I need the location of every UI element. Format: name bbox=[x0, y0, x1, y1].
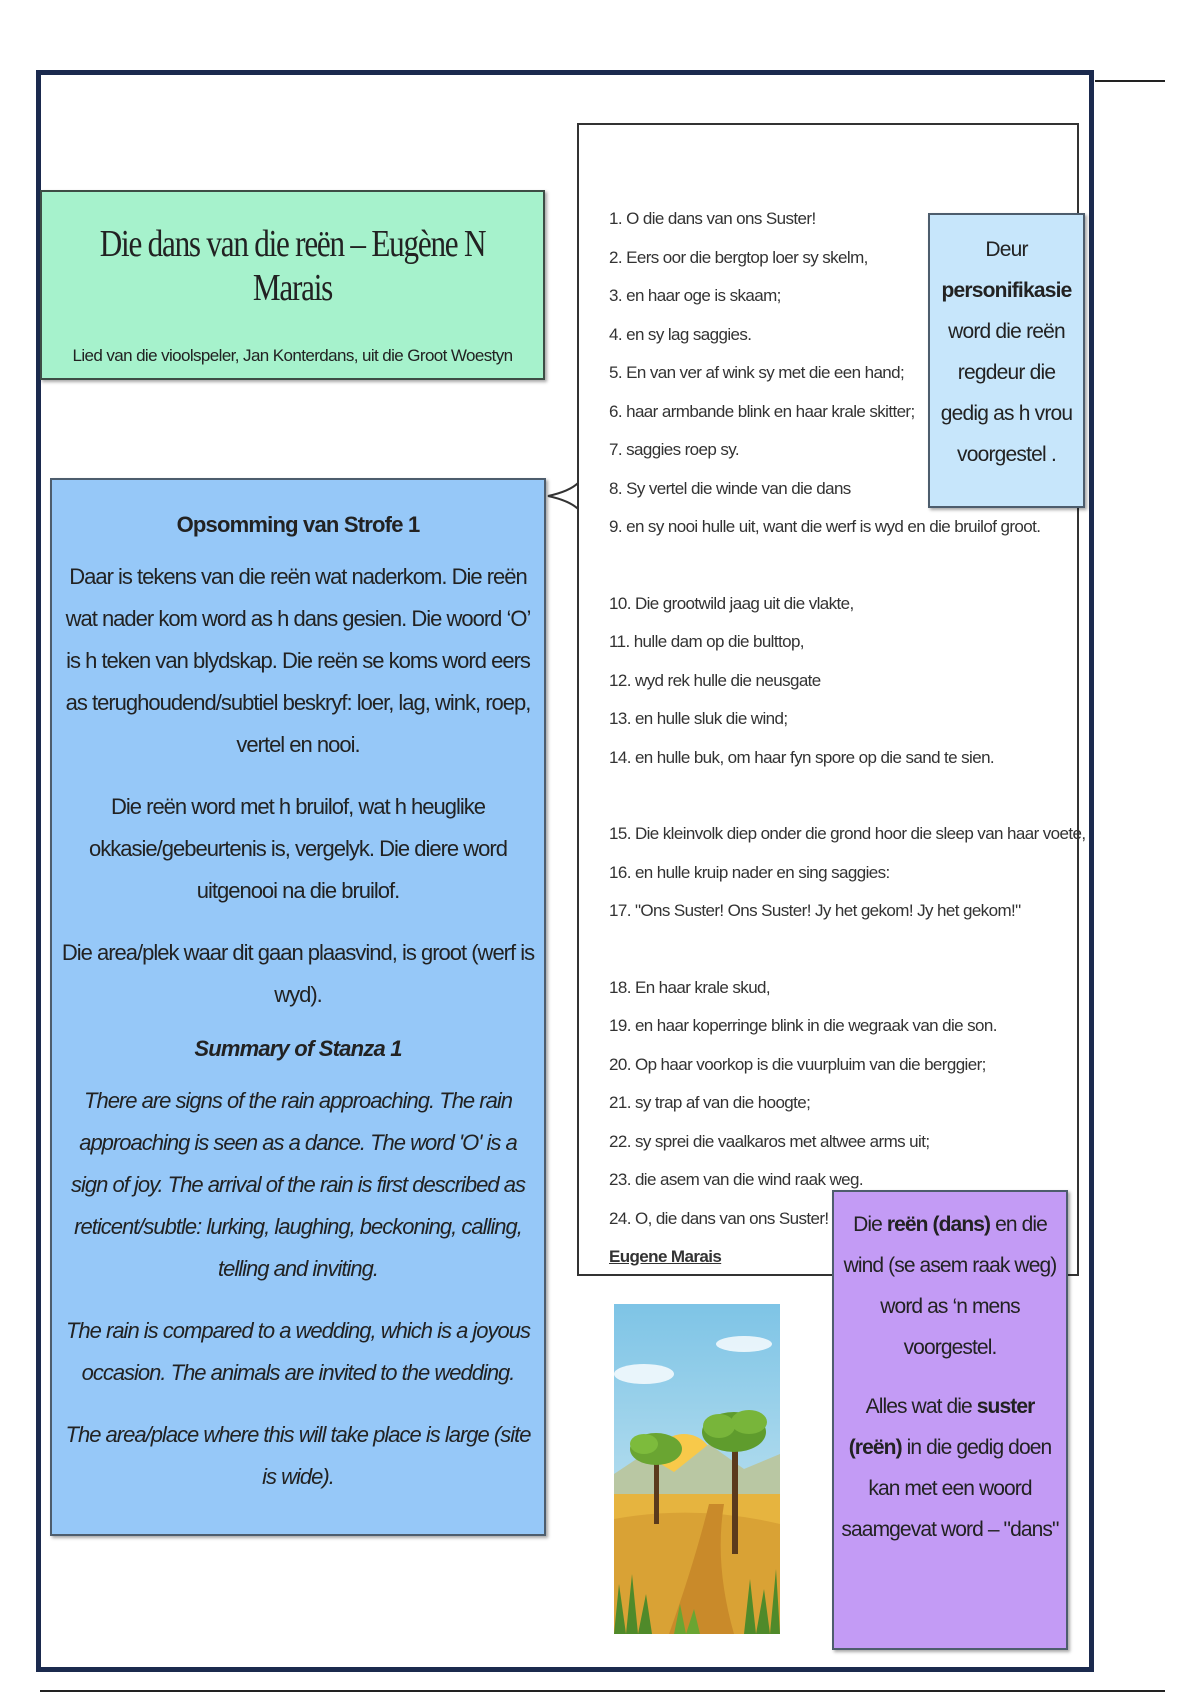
summary-af-paragraph-3: Die area/plek waar dit gaan plaasvind, is groot (werf is wyd). bbox=[61, 940, 535, 1007]
dance-note-paragraph-2: Alles wat die suster (reën) in die gedig doen kan met een woord saamgevat word – "dans" bbox=[841, 1395, 1059, 1541]
note-line: gedig as h vrou bbox=[940, 402, 1073, 425]
title-box bbox=[40, 190, 545, 380]
poem-line: 11. hulle dam op die bulttop, bbox=[609, 632, 804, 651]
poem-title: Die dans van die reën – Eugène N Marais bbox=[99, 223, 486, 309]
poem-line: 19. en haar koperringe blink in die wegraak van die son. bbox=[609, 1016, 997, 1035]
note-line: word die reën bbox=[948, 320, 1065, 343]
summary-en-paragraph-2: The rain is compared to a wedding, which is a joyous occasion. The animals are invited to the wedding. bbox=[65, 1318, 531, 1385]
top-rule bbox=[1095, 80, 1165, 82]
stanza-gap bbox=[609, 556, 1079, 594]
summary-en-paragraph-3: The area/place where this will take place is large (site is wide). bbox=[65, 1422, 531, 1489]
poem-line: 13. en hulle sluk die wind; bbox=[609, 709, 788, 728]
note-line: voorgestel . bbox=[957, 443, 1056, 466]
personification-note bbox=[928, 213, 1085, 508]
poem-line: 15. Die kleinvolk diep onder die grond hoor die sleep van haar voete, bbox=[609, 824, 1086, 843]
dance-note-paragraph-1: Die reën (dans) en die wind (se asem raak weg) word as ‘n mens voorgestel. bbox=[843, 1213, 1057, 1359]
poem-line: 18. En haar krale skud, bbox=[609, 977, 771, 997]
bottom-rule bbox=[40, 1690, 1165, 1692]
poem-line: 4. en sy lag saggies. bbox=[609, 324, 752, 344]
note-line: regdeur die bbox=[957, 361, 1056, 384]
summary-heading-af: Opsomming van Strofe 1 bbox=[176, 512, 420, 537]
poem-line: 5. En van ver af wink sy met die een hand; bbox=[609, 363, 905, 382]
summary-en-paragraph-1: There are signs of the rain approaching. The rain approaching is seen as a dance. The word 'O' is a sign of joy. The arrival of the rain is first described as reticent/subtle: lurking, laughing, beckoning, calling, telling and inviting. bbox=[71, 1088, 525, 1281]
poem-author: Eugene Marais bbox=[609, 1247, 722, 1266]
stanza-gap bbox=[609, 786, 1079, 824]
poem-line: 12. wyd rek hulle die neusgate bbox=[609, 670, 821, 690]
summary-af-paragraph-1: Daar is tekens van die reën wat naderkom. Die reën wat nader kom word as h dans gesien. Die woord ‘O’ is h teken van blydskap. Die reën se koms word eers as terughoudend/subtiel beskryf: loer, lag, wink, roep, vertel en nooi. bbox=[65, 564, 531, 757]
poem-line: 17. "Ons Suster! Ons Suster! Jy het gekom! Jy het gekom!" bbox=[609, 901, 1021, 920]
poem-line: 20. Op haar voorkop is die vuurpluim van die berggier; bbox=[609, 1054, 986, 1074]
poem-subtitle: Lied van die vioolspeler, Jan Konterdans, uit die Groot Woestyn bbox=[72, 346, 513, 365]
poem-line: 6. haar armbande blink en haar krale skitter; bbox=[609, 401, 915, 421]
poem-line: 9. en sy nooi hulle uit, want die werf is wyd en die bruilof groot. bbox=[609, 517, 1041, 536]
summary-af-paragraph-2: Die reën word met h bruilof, wat h heuglike okkasie/gebeurtenis is, vergelyk. Die diere word uitgenooi na die bruilof. bbox=[89, 794, 507, 903]
poem-line: 14. en hulle buk, om haar fyn spore op die sand te sien. bbox=[609, 747, 995, 767]
poem-line: 21. sy trap af van die hoogte; bbox=[609, 1093, 811, 1112]
note-line: Deur bbox=[985, 238, 1028, 261]
poem-line: 7. saggies roep sy. bbox=[609, 440, 740, 459]
savanna-illustration bbox=[614, 1304, 780, 1634]
note-keyword: personifikasie bbox=[941, 279, 1072, 302]
poem-line: 24. O, die dans van ons Suster! bbox=[609, 1208, 829, 1228]
dance-note bbox=[832, 1190, 1068, 1650]
poem-line: 2. Eers oor die bergtop loer sy skelm, bbox=[609, 247, 868, 267]
poem-line: 8. Sy vertel die winde van die dans bbox=[609, 478, 851, 498]
poem-line: 1. O die dans van ons Suster! bbox=[609, 209, 816, 228]
summary-box bbox=[50, 478, 546, 1536]
poem-line: 16. en hulle kruip nader en sing saggies: bbox=[609, 862, 890, 882]
poem-line: 10. Die grootwild jaag uit die vlakte, bbox=[609, 593, 854, 613]
summary-heading-en: Summary of Stanza 1 bbox=[194, 1036, 402, 1061]
stanza-gap bbox=[609, 940, 1079, 978]
poem-line: 3. en haar oge is skaam; bbox=[609, 286, 781, 305]
poem-line: 23. die asem van die wind raak weg. bbox=[609, 1170, 863, 1189]
poem-line: 22. sy sprei die vaalkaros met altwee arms uit; bbox=[609, 1131, 930, 1151]
